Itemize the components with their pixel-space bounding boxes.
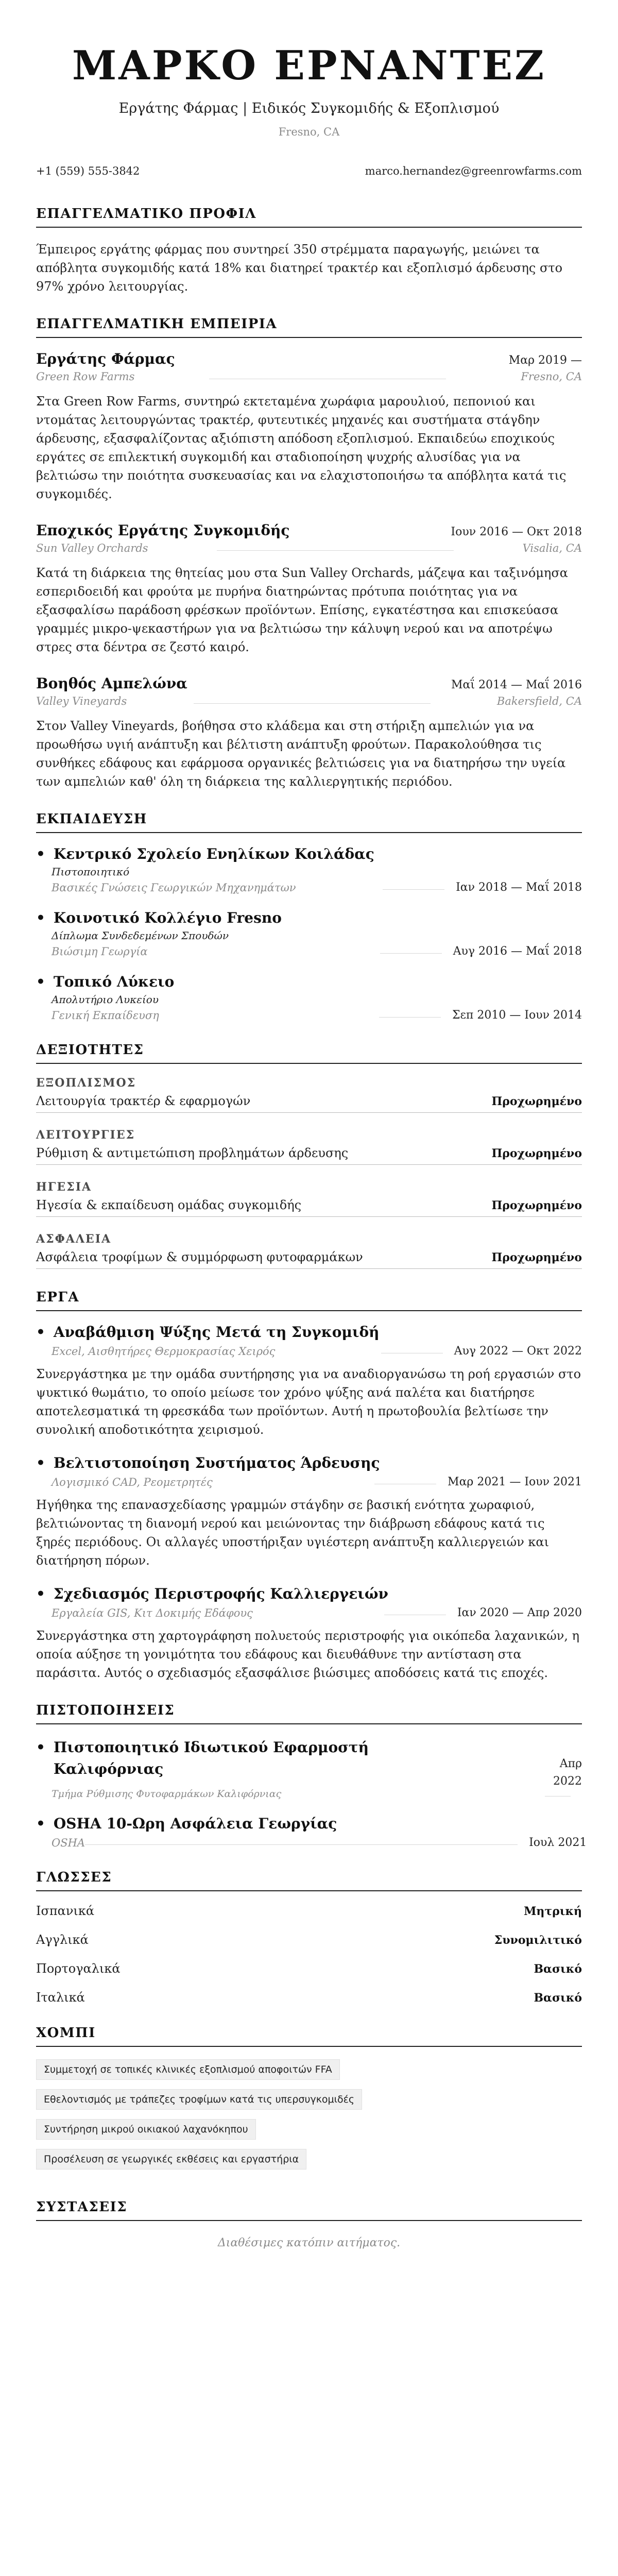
references-text: Διαθέσιμες κατόπιν αιτήματος. [217, 2236, 401, 2249]
profile-text: Έμπειρος εργάτης φάρμας που συντηρεί 350 στρέμματα παραγωγής, μειώνει τα απόβλητα συγκομιδής κατά 18% και διατηρεί τρακτέρ και εξοπλισμό άρδευσης στο 97% χρόνο λειτουργίας. [36, 242, 563, 294]
leader-line [148, 548, 523, 549]
language-row [36, 1961, 582, 1976]
skill-category: ΛΕΙΤΟΥΡΓΙΕΣ [36, 1128, 135, 1142]
language-row [36, 1904, 582, 1918]
skill-name: Ρύθμιση & αντιμετώπιση προβλημάτων άρδευσης [36, 1146, 349, 1160]
project-tools: Λογισμικό CAD, Ρεομετρητές [52, 1476, 213, 1488]
project-description: Ηγήθηκα της επανασχεδίασης γραμμών στάγδην σε βασική ενότητα χωραφιού, βελτιώνοντας τη διανομή νερού και μειώνοντας την διάβρωση εδάφους κατά τις ξηρές περιόδους. Οι αλλαγές υποστήριξαν υγιέστερη ανάπτυξη καλλιεργειών και διατήρηση πόρων. [36, 1498, 550, 1568]
hobbies-section [36, 2025, 582, 2179]
job-description: Στον Valley Vineyards, βοήθησα στο κλάδεμα και στη στήριξη αμπελιών για να προωθήσω υγιή ανάπτυξη και βέλτιστη ανάπτυξη φρούτων. Παρακολούθησα τις συνθήκες εδάφους και εφάρμοσα οργανικές βελτιώσεις για να διατηρήσω την υγεία των αμπελιών καθ' όλη τη διάρκεια της καλλιεργητικής περιόδου. [36, 719, 566, 789]
language-name: Αγγλικά [36, 1933, 89, 1947]
bullet-icon: • [36, 1815, 45, 1832]
job-description: Στα Green Row Farms, συντηρώ εκτεταμένα χωράφια μαρουλιού, πεπονιού και ντομάτας λειτουργώντας τρακτέρ, φυτευτικές μηχανές και συστήματα στάγδην άρδευσης, εξασφαλίζοντας αξιόπιστη απόδοση εξοπλισμού. Εκπαιδεύω εποχικούς εργάτες σε επιλεκτική συγκομιδή και σταδιοποίηση ψυχρής αλυσίδας για να βελτιώσω την ποιότητα συσκευασίας και να ελαχιστοποιήσω τα απόβλητα κατά τις συγκομιδές. [36, 394, 566, 501]
email-address[interactable]: marco.hernandez@greenrowfarms.com [365, 165, 582, 177]
language-name: Πορτογαλικά [36, 1961, 121, 1976]
bullet-icon: • [36, 1739, 45, 1756]
certification-issuer: OSHA [52, 1836, 85, 1849]
skill-group [36, 1076, 582, 1113]
skill-level: Προχωρημένο [491, 1199, 582, 1212]
phone-number: +1 (559) 555-3842 [36, 165, 140, 177]
section-title: ΧΟΜΠΙ [36, 2025, 582, 2047]
project-description: Συνεργάστηκα στη χαρτογράφηση πολυετούς περιστροφής για οικόπεδα λαχανικών, η οποία αύξησε τη γονιμότητα του εδάφους και διευθάθυνε την αντίσταση στα παράσιτα. Αυτός ο σχεδιασμός εξασφάλισε βιώσιμες αποδόσεις κατά τις εποχές. [36, 1629, 580, 1680]
bullet-icon: • [36, 1454, 45, 1471]
section-title: ΕΚΠΑΙΔΕΥΣΗ [36, 811, 582, 833]
skill-category: ΑΣΦΑΛΕΙΑ [36, 1232, 112, 1246]
project-entry [36, 1585, 582, 1682]
hobby-tag: Προσέλευση σε γεωργικές εκθέσεις και εργαστήρια [36, 2149, 306, 2170]
skill-level: Προχωρημένο [491, 1095, 582, 1108]
school-name: Κεντρικό Σχολείο Ενηλίκων Κοιλάδας [53, 845, 374, 862]
education-entry [36, 845, 582, 894]
education-dates: Σεπ 2010 — Ιουν 2014 [452, 1009, 582, 1022]
language-level: Βασικό [534, 1991, 582, 2005]
experience-section [36, 316, 582, 791]
candidate-name: ΜΑΡΚΟ ΕΡΝΑΝΤΕΖ [72, 42, 546, 89]
project-dates: Μαρ 2021 — Ιουν 2021 [448, 1476, 582, 1488]
degree: Δίπλωμα Συνδεδεμένων Σπουδών [52, 929, 229, 942]
skill-name: Ηγεσία & εκπαίδευση ομάδας συγκομιδής [36, 1198, 302, 1212]
job-entry [36, 522, 582, 656]
leader-line [296, 887, 456, 888]
certification-name: OSHA 10-Ωρη Ασφάλεια Γεωργίας [53, 1815, 337, 1832]
certification-date [553, 1755, 582, 1790]
school-name: Τοπικό Λύκειο [53, 973, 175, 990]
contact-row [36, 165, 582, 177]
project-name: Βελτιστοποίηση Συστήματος Άρδευσης [53, 1454, 380, 1471]
job-description: Κατά τη διάρκεια της θητείας μου στα Sun Valley Orchards, μάζεψα και ταξινόμησα εσπεριδοειδή και φρούτα με πυρήνα διατηρώντας πρότυπα ποιότητας για να εξασφαλίσω παράδοση φρέσκων προϊόντων. Επίσης, εγκατέστησα και επισκεύασα γραμμές μικρο-ψεκαστήρων για να βελτιώσω την κάλυψη νερού και να αποτρέψω στρες στα δέντρα σε ζεστό καιρό. [36, 566, 568, 654]
project-tools: Excel, Αισθητήρες Θερμοκρασίας Χειρός [52, 1345, 276, 1358]
project-dates: Ιαν 2020 — Απρ 2020 [457, 1606, 582, 1619]
education-dates: Αυγ 2016 — Μαΐ 2018 [453, 945, 582, 958]
job-company: Sun Valley Orchards [36, 542, 148, 554]
section-title: ΔΕΞΙΟΤΗΤΕΣ [36, 1042, 582, 1064]
job-location: Visalia, CA [522, 542, 582, 554]
certification-year: 2022 [553, 1775, 582, 1788]
bullet-icon: • [36, 973, 45, 990]
field-of-study: Γενική Εκπαίδευση [52, 1009, 159, 1022]
bullet-icon: • [36, 845, 45, 862]
project-name: Σχεδιασμός Περιστροφής Καλλιεργειών [53, 1585, 388, 1602]
certification-entry [36, 1815, 587, 1849]
project-entry [36, 1324, 582, 1439]
job-title: Εποχικός Εργάτης Συγκομιδής [36, 522, 290, 539]
language-row [36, 1933, 582, 1947]
job-company: Green Row Farms [36, 370, 135, 383]
skill-group [36, 1232, 582, 1269]
leader-line [85, 1842, 529, 1843]
section-title: ΕΡΓΑ [36, 1290, 582, 1311]
language-level: Μητρική [524, 1905, 582, 1918]
certification-issuer: Τμήμα Ρύθμισης Φυτοφαρμάκων Καλιφόρνιας [52, 1788, 282, 1800]
certifications-section [36, 1703, 587, 1849]
bullet-icon: • [36, 1585, 45, 1602]
skill-category: ΕΞΟΠΛΙΣΜΟΣ [36, 1076, 136, 1090]
certification-name-cont: Καλιφόρνιας [53, 1760, 164, 1777]
education-entry [36, 909, 582, 958]
education-section [36, 811, 582, 1022]
languages-section [36, 1870, 582, 2005]
field-of-study: Βασικές Γνώσεις Γεωργικών Μηχανημάτων [52, 881, 296, 894]
language-row [36, 1990, 582, 2005]
project-entry [36, 1454, 582, 1570]
profile-section [36, 206, 582, 296]
bullet-icon: • [36, 909, 45, 926]
skill-name: Λειτουργία τρακτέρ & εφαρμογών [36, 1094, 251, 1108]
skill-category: ΗΓΕΣΙΑ [36, 1180, 92, 1194]
field-of-study: Βιώσιμη Γεωργία [52, 945, 148, 958]
certification-date: Ιουλ 2021 [529, 1836, 587, 1849]
project-name: Αναβάθμιση Ψύξης Μετά τη Συγκομιδή [53, 1324, 380, 1341]
certification-month: Απρ [559, 1757, 582, 1770]
skill-name: Ασφάλεια τροφίμων & συμμόρφωση φυτοφαρμάκων [36, 1250, 363, 1264]
job-location: Fresno, CA [521, 370, 582, 383]
skill-group [36, 1128, 582, 1165]
section-title: ΕΠΑΓΓΕΛΜΑΤΙΚΗ ΕΜΠΕΙΡΙΑ [36, 316, 582, 338]
certification-entry [36, 1737, 582, 1800]
degree: Απολυτήριο Λυκείου [52, 993, 159, 1006]
bullet-icon: • [36, 1324, 45, 1341]
hobby-tag: Συμμετοχή σε τοπικές κλινικές εξοπλισμού αποφοιτών FFA [36, 2059, 340, 2080]
candidate-location: Fresno, CA [278, 126, 340, 138]
education-dates: Ιαν 2018 — Μαΐ 2018 [456, 881, 582, 894]
project-dates: Αυγ 2022 — Οκτ 2022 [454, 1345, 582, 1358]
skills-section [36, 1042, 582, 1269]
section-title: ΣΥΣΤΑΣΕΙΣ [36, 2199, 582, 2221]
degree: Πιστοποιητικό [52, 866, 130, 878]
language-level: Βασικό [534, 1962, 582, 1976]
language-name: Ιταλικά [36, 1990, 85, 2005]
skill-group [36, 1180, 582, 1217]
leader-line [127, 701, 497, 702]
language-level: Συνομιλιτικό [494, 1934, 582, 1947]
candidate-tagline: Εργάτης Φάρμας | Ειδικός Συγκομιδής & Εξοπλισμού [118, 100, 500, 116]
job-dates: Μαρ 2019 — [508, 354, 582, 367]
resume-header [36, 42, 582, 177]
references-section [36, 2199, 582, 2249]
leader-line [148, 951, 453, 952]
job-entry [36, 675, 582, 791]
hobby-tag: Συντήρηση μικρού οικιακού λαχανόκηπου [36, 2119, 256, 2140]
project-tools: Εργαλεία GIS, Κιτ Δοκιμής Εδάφους [52, 1606, 253, 1619]
job-title: Εργάτης Φάρμας [36, 350, 175, 367]
job-entry [36, 350, 582, 503]
projects-section [36, 1290, 582, 1682]
job-dates: Μαΐ 2014 — Μαΐ 2016 [451, 679, 582, 691]
hobby-tag: Εθελοντισμός με τράπεζες τροφίμων κατά τις υπερσυγκομιδές [36, 2089, 362, 2110]
certification-name: Πιστοποιητικό Ιδιωτικού Εφαρμοστή [53, 1739, 369, 1756]
section-title: ΕΠΑΓΓΕΛΜΑΤΙΚΟ ΠΡΟΦΙΛ [36, 206, 582, 228]
skill-level: Προχωρημένο [491, 1147, 582, 1160]
section-title: ΠΙΣΤΟΠΟΙΗΣΕΙΣ [36, 1703, 582, 1724]
job-location: Bakersfield, CA [496, 695, 582, 707]
section-title: ΓΛΩΣΣΕΣ [36, 1870, 582, 1891]
job-dates: Ιουν 2016 — Οκτ 2018 [451, 526, 582, 538]
school-name: Κοινοτικό Κολλέγιο Fresno [53, 909, 282, 926]
job-company: Valley Vineyards [36, 695, 127, 707]
project-description: Συνεργάστηκα με την ομάδα συντήρησης για να αναδιοργανώσω τη ροή εργασιών στο ψυκτικό θωμάτιο, το οποίο μείωσε τον χρόνο ψύξης ανά παλέτα και διατήρησε αποτελεσματικά τη φρεσκάδα των προϊόντων. Αυτή η πρωτοβουλία βελτίωσε την συνολική αποδοτικότητα χειρισμού. [36, 1367, 581, 1437]
language-name: Ισπανικά [36, 1904, 95, 1918]
skill-level: Προχωρημένο [491, 1251, 582, 1264]
education-entry [36, 973, 582, 1022]
job-title: Βοηθός Αμπελώνα [36, 675, 187, 692]
